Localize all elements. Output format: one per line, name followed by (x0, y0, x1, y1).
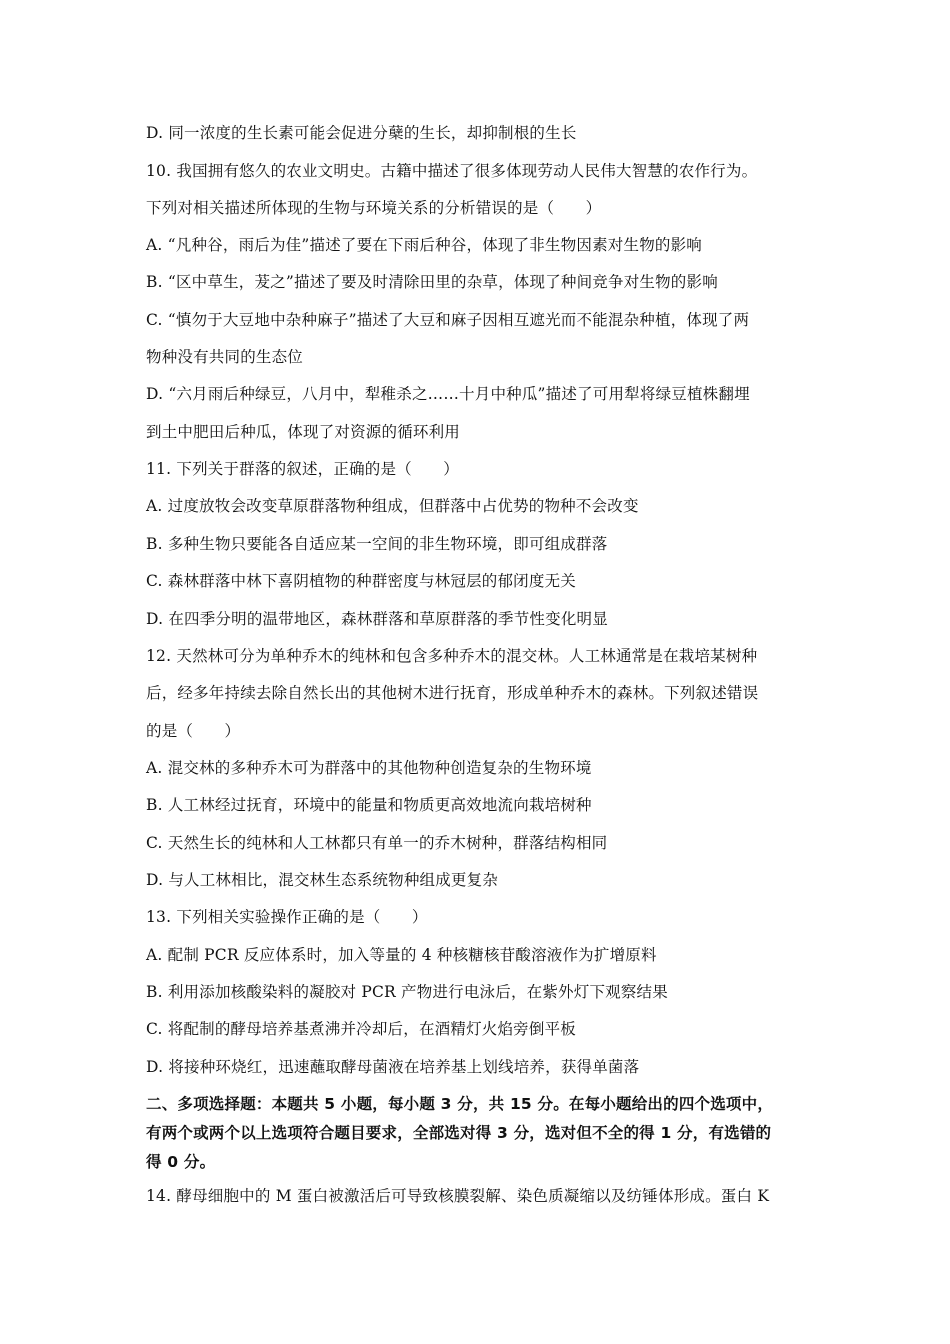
q10-stem-line-2: 下列对相关描述所体现的生物与环境关系的分析错误的是（ ） (146, 199, 602, 217)
q12-stem-line-2: 后，经多年持续去除自然长出的其他树木进行抚育，形成单种乔木的森林。下列叙述错误 (146, 684, 759, 702)
q10-stem-line-1: 10. 我国拥有悠久的农业文明史。古籍中描述了很多体现劳动人民伟大智慧的农作行为。 (146, 162, 758, 180)
q11-option-d: D. 在四季分明的温带地区，森林群落和草原群落的季节性变化明显 (146, 610, 608, 628)
q13-option-a: A. 配制 PCR 反应体系时，加入等量的 4 种核糖核苷酸溶液作为扩增原料 (146, 946, 657, 964)
q10-option-a: A. “凡种谷，雨后为佳”描述了要在下雨后种谷，体现了非生物因素对生物的影响 (146, 236, 702, 254)
q10-option-c-line-2: 物种没有共同的生态位 (146, 348, 304, 366)
q13-option-b: B. 利用添加核酸染料的凝胶对 PCR 产物进行电泳后，在紫外灯下观察结果 (146, 983, 668, 1001)
section-2-heading-line-1: 二、多项选择题：本题共 5 小题，每小题 3 分，共 15 分。在每小题给出的四个选项中， (146, 1095, 774, 1113)
section-2-heading-line-3: 得 0 分。 (146, 1153, 216, 1171)
q9-option-d: D. 同一浓度的生长素可能会促进分蘖的生长，却抑制根的生长 (146, 124, 577, 142)
q13-option-d: D. 将接种环烧红，迅速蘸取酵母菌液在培养基上划线培养，获得单菌落 (146, 1058, 640, 1076)
q12-option-d: D. 与人工林相比，混交林生态系统物种组成更复杂 (146, 871, 499, 889)
q14-stem-line-1: 14. 酵母细胞中的 M 蛋白被激活后可导致核膜裂解、染色质凝缩以及纺锤体形成。蛋白 K (146, 1187, 770, 1205)
q12-stem-line-1: 12. 天然林可分为单种乔木的纯林和包含多种乔木的混交林。人工林通常是在栽培某树种 (146, 647, 758, 665)
q13-stem: 13. 下列相关实验操作正确的是（ ） (146, 908, 428, 926)
q11-option-a: A. 过度放牧会改变草原群落物种组成，但群落中占优势的物种不会改变 (146, 497, 639, 515)
q11-stem: 11. 下列关于群落的叙述，正确的是（ ） (146, 460, 459, 478)
section-2-heading-line-2: 有两个或两个以上选项符合题目要求，全部选对得 3 分，选对但不全的得 1 分，有选错的 (146, 1124, 772, 1142)
q10-option-b: B. “区中草生，茇之”描述了要及时清除田里的杂草，体现了种间竞争对生物的影响 (146, 273, 718, 291)
q12-option-a: A. 混交林的多种乔木可为群落中的其他物种创造复杂的生物环境 (146, 759, 592, 777)
q10-option-d-line-1: D. “六月雨后种绿豆，八月中，犁稚杀之……十月中种瓜”描述了可用犁将绿豆植株翻埋 (146, 385, 750, 403)
q10-option-d-line-2: 到土中肥田后种瓜，体现了对资源的循环利用 (146, 423, 461, 441)
q13-option-c: C. 将配制的酵母培养基煮沸并冷却后，在酒精灯火焰旁倒平板 (146, 1020, 576, 1038)
q12-option-c: C. 天然生长的纯林和人工林都只有单一的乔木树种，群落结构相同 (146, 834, 608, 852)
q12-option-b: B. 人工林经过抚育，环境中的能量和物质更高效地流向栽培树种 (146, 796, 592, 814)
q11-option-b: B. 多种生物只要能各自适应某一空间的非生物环境，即可组成群落 (146, 535, 608, 553)
q10-option-c-line-1: C. “慎勿于大豆地中杂种麻子”描述了大豆和麻子因相互遮光而不能混杂种植，体现了两 (146, 311, 750, 329)
q12-stem-line-3: 的是（ ） (146, 722, 241, 740)
q11-option-c: C. 森林群落中林下喜阴植物的种群密度与林冠层的郁闭度无关 (146, 572, 576, 590)
